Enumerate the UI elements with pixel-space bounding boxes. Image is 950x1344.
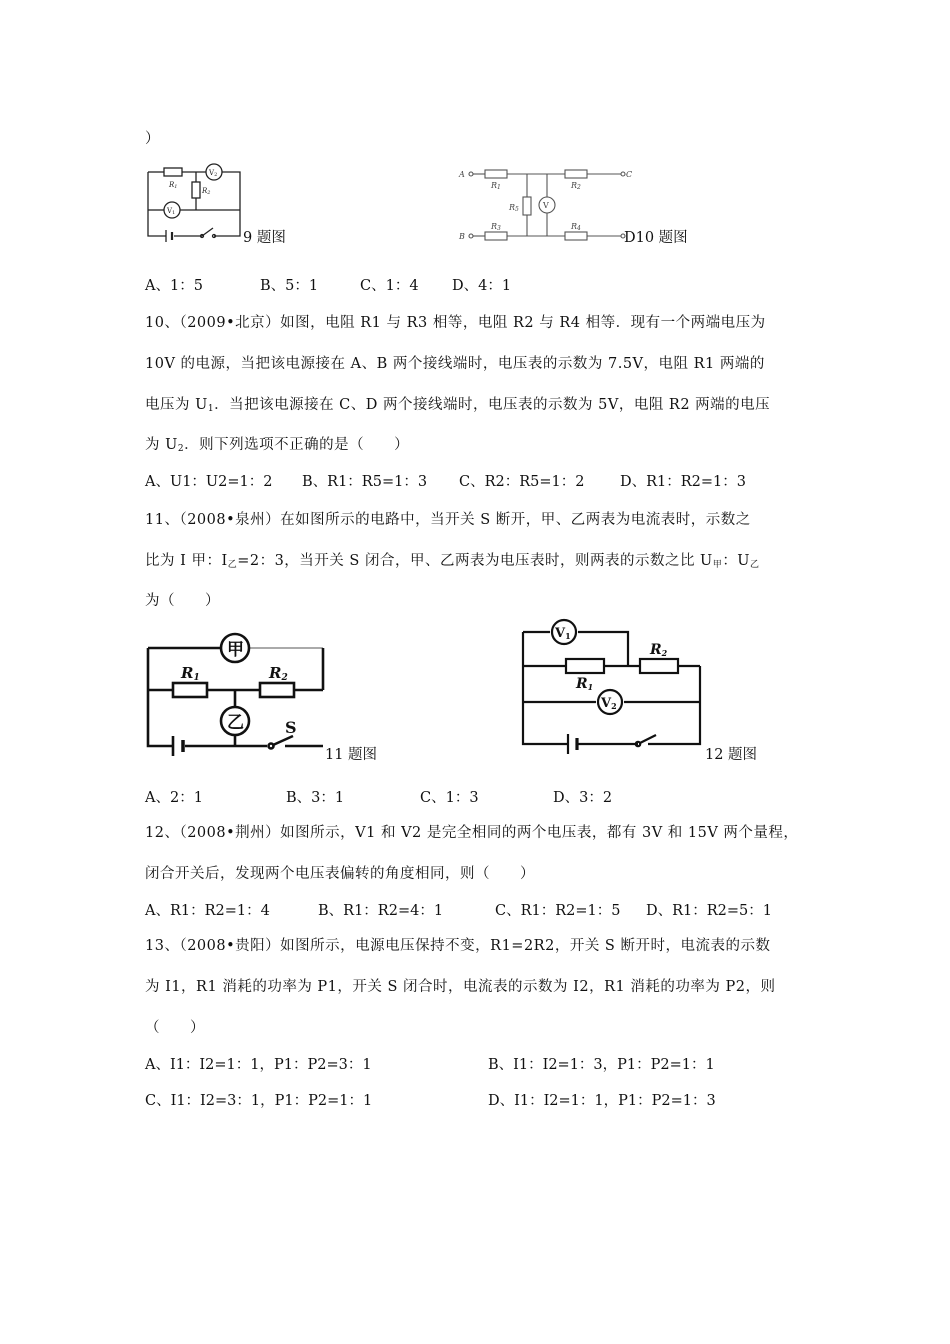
fig11-caption: 11 题图	[325, 747, 378, 763]
q11-line1: 11、（2008•泉州）在如图所示的电路中，当开关 S 断开，甲、乙两表为电流表时，示数之	[145, 512, 751, 528]
fig9-v2-label: V	[209, 169, 215, 177]
fig9-v1-label: V	[167, 207, 173, 215]
q10-line3: 电压为 $U_1$．当把该电源接在 C、D 两个接线端时，电压表的示数为 5V，电阻 R2 两端的电压	[145, 397, 771, 414]
svg-text:R2: R2	[269, 664, 288, 683]
svg-text:R1: R1	[576, 676, 594, 692]
fig11-jia-label: 甲	[227, 640, 244, 660]
fig9-circuit	[144, 160, 244, 240]
q10-line2: 10V 的电源，当把该电源接在 A、B 两个接线端时，电压表的示数为 7.5V，电阻 R1 两端的	[145, 356, 765, 372]
q13-option-a: A、I1：I2=1：1，P1：P2=3：1	[145, 1057, 372, 1073]
q9-option-c: C、1：4	[360, 278, 419, 294]
svg-text:R2: R2	[202, 187, 211, 196]
q12-option-a: A、R1：R2=1：4	[145, 903, 270, 919]
fig11-s-label: S	[285, 718, 297, 737]
fig12-circuit	[520, 622, 705, 747]
q11-line2: 比为 I 甲：$I_乙=2$：3，当开关 S 闭合，甲、乙两表为电压表时，则两表的示数之比 $U_甲$：$U_乙$	[145, 553, 760, 570]
q11-line3: 为（ ）	[145, 593, 220, 609]
q10-line1: 10、（2009•北京）如图，电阻 R1 与 R3 相等，电阻 R2 与 R4 相等．现有一个两端电压为	[145, 315, 766, 331]
svg-text:R5: R5	[509, 203, 519, 213]
q12-option-c: C、R1：R2=1：5	[495, 903, 621, 919]
fig12-v2-label: V	[601, 696, 612, 711]
fig10-r1-label: R	[491, 181, 498, 190]
q12-option-b: B、R1：R2=4：1	[318, 903, 444, 919]
q10-option-a: A、U1：U2=1：2	[145, 474, 273, 490]
fig10-r4-label: R	[571, 222, 578, 231]
fig10-b-label: B	[459, 232, 465, 241]
fig10-r3-label: R	[491, 222, 498, 231]
fig12-v1-label: V	[555, 626, 566, 641]
fig11-circuit	[145, 628, 330, 753]
svg-text:R1: R1	[491, 181, 501, 191]
q10-option-b: B、R1：R5=1：3	[302, 474, 428, 490]
fig9-r2-label: R	[202, 187, 208, 195]
svg-text:R1: R1	[169, 181, 178, 190]
fig10-a-label: A	[459, 170, 465, 179]
fig10-r2-label: R	[571, 181, 578, 190]
svg-text:R1: R1	[181, 664, 200, 683]
q10-option-c: C、R2：R5=1：2	[459, 474, 585, 490]
q11-option-a: A、2：1	[145, 790, 203, 806]
svg-text:R2: R2	[571, 181, 581, 191]
svg-text:V2: V2	[209, 169, 218, 178]
fig11-r2-label: R	[269, 664, 282, 682]
fig10-v-label: V	[543, 201, 549, 210]
fig11-yi-label: 乙	[227, 713, 244, 733]
q11-option-d: D、3：2	[553, 790, 613, 806]
fig12-caption: 12 题图	[705, 747, 758, 763]
svg-text:R2: R2	[650, 642, 668, 658]
fig12-r2-label: R	[650, 642, 662, 658]
q11-option-b: B、3：1	[286, 790, 345, 806]
fig11-r1-label: R	[181, 664, 194, 682]
q12-option-d: D、R1：R2=5：1	[646, 903, 773, 919]
fig9-r1-label: R	[169, 181, 175, 189]
svg-text:V1: V1	[167, 207, 176, 216]
q13-option-b: B、I1：I2=1：3，P1：P2=1：1	[488, 1057, 715, 1073]
fig10-c-label: C	[626, 170, 633, 179]
fig9-caption: 9 题图	[243, 230, 286, 246]
fig10-r5-label: R	[509, 203, 516, 212]
fig10-circuit	[455, 160, 635, 245]
q9-option-a: A、1：5	[145, 278, 203, 294]
q13-option-d: D、I1：I2=1：1，P1：P2=1：3	[488, 1093, 716, 1109]
svg-text:V1: V1	[555, 626, 571, 641]
fig10-caption: D10 题图	[624, 230, 688, 246]
q9-option-b: B、5：1	[260, 278, 319, 294]
q10-option-d: D、R1：R2=1：3	[620, 474, 747, 490]
q13-line1: 13、（2008•贵阳）如图所示，电源电压保持不变，R1=2R2，开关 S 断开时，电流表的示数	[145, 938, 771, 954]
q13-line2: 为 I1，R1 消耗的功率为 P1，开关 S 闭合时，电流表的示数为 I2，R1 消耗的功率为 P2，则	[145, 979, 776, 995]
q12-line2: 闭合开关后，发现两个电压表偏转的角度相同，则（ ）	[145, 866, 535, 882]
top-paren: ）	[145, 131, 160, 147]
q11-option-c: C、1：3	[420, 790, 479, 806]
fig12-r1-label: R	[576, 676, 588, 692]
q9-option-d: D、4：1	[452, 278, 512, 294]
svg-text:R3: R3	[491, 222, 501, 232]
svg-text:V2: V2	[601, 696, 617, 711]
q12-line1: 12、（2008•荆州）如图所示，V1 和 V2 是完全相同的两个电压表，都有 3V 和 15V 两个量程，	[145, 825, 799, 841]
q13-line3: （ ）	[145, 1020, 205, 1036]
q10-line4: 为 $U_2$．则下列选项不正确的是（ ）	[145, 437, 410, 454]
q13-option-c: C、I1：I2=3：1，P1：P2=1：1	[145, 1093, 373, 1109]
svg-text:R4: R4	[571, 222, 581, 232]
